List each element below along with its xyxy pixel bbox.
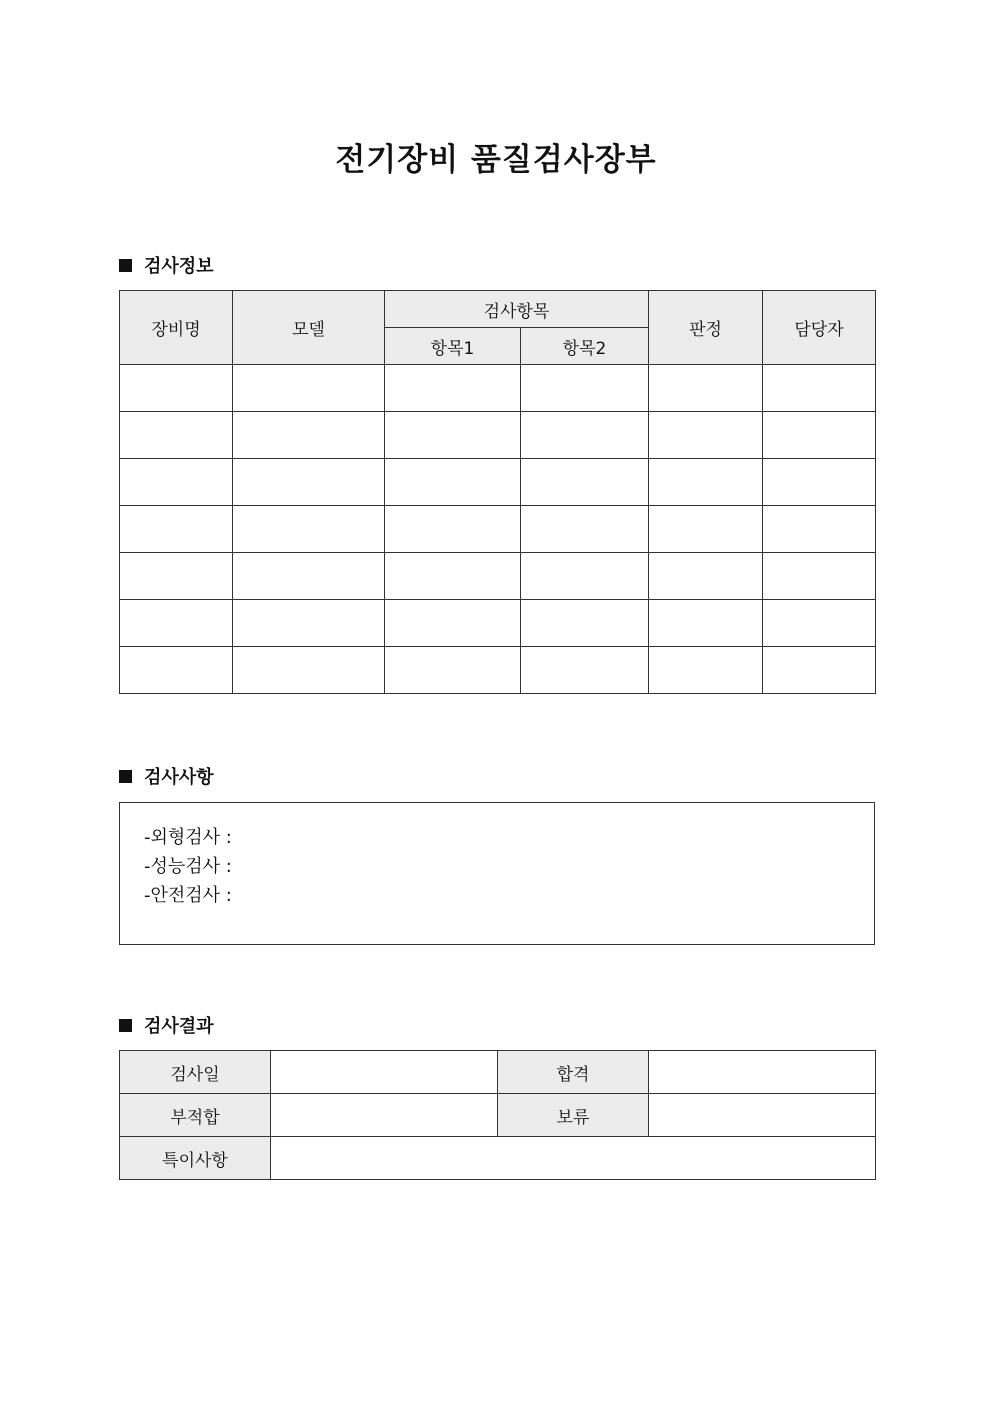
table-row (120, 600, 876, 647)
cell-item2[interactable] (521, 553, 649, 600)
value-nonconforming[interactable] (271, 1094, 498, 1137)
cell-equipment-name[interactable] (120, 506, 233, 553)
note-line-performance: -성능검사 : (144, 856, 232, 877)
inspection-notes-box[interactable] (119, 802, 875, 945)
cell-equipment-name[interactable] (120, 600, 233, 647)
table-row (120, 365, 876, 412)
cell-item2[interactable] (521, 647, 649, 694)
cell-manager[interactable] (763, 459, 876, 506)
cell-model[interactable] (233, 506, 385, 553)
table-row (120, 506, 876, 553)
cell-item1[interactable] (385, 553, 521, 600)
cell-model[interactable] (233, 600, 385, 647)
cell-model[interactable] (233, 365, 385, 412)
cell-equipment-name[interactable] (120, 553, 233, 600)
header-judgment: 판정 (649, 291, 763, 365)
label-hold: 보류 (498, 1094, 649, 1137)
cell-manager[interactable] (763, 365, 876, 412)
cell-equipment-name[interactable] (120, 459, 233, 506)
cell-judgment[interactable] (649, 553, 763, 600)
cell-item2[interactable] (521, 600, 649, 647)
square-bullet-icon (119, 1019, 132, 1032)
cell-item2[interactable] (521, 412, 649, 459)
cell-item1[interactable] (385, 365, 521, 412)
cell-item1[interactable] (385, 459, 521, 506)
cell-equipment-name[interactable] (120, 412, 233, 459)
cell-equipment-name[interactable] (120, 365, 233, 412)
cell-model[interactable] (233, 553, 385, 600)
section-heading-info-label: 검사정보 (144, 256, 214, 277)
note-line-appearance: -외형검사 : (144, 827, 232, 848)
value-hold[interactable] (649, 1094, 876, 1137)
document-title: 전기장비 품질검사장부 (335, 142, 657, 178)
cell-judgment[interactable] (649, 506, 763, 553)
section-heading-info (119, 253, 214, 277)
section-heading-notes-label: 검사사항 (144, 767, 214, 788)
cell-item1[interactable] (385, 412, 521, 459)
cell-item1[interactable] (385, 600, 521, 647)
cell-item1[interactable] (385, 647, 521, 694)
cell-manager[interactable] (763, 412, 876, 459)
header-item2: 항목2 (521, 328, 649, 365)
section-heading-result (119, 1013, 214, 1037)
cell-manager[interactable] (763, 506, 876, 553)
label-inspection-date: 검사일 (120, 1051, 271, 1094)
inspection-info-table (119, 290, 876, 694)
section-heading-notes (119, 764, 214, 788)
cell-manager[interactable] (763, 600, 876, 647)
square-bullet-icon (119, 259, 132, 272)
cell-judgment[interactable] (649, 412, 763, 459)
cell-item1[interactable] (385, 506, 521, 553)
header-model: 모델 (233, 291, 385, 365)
cell-manager[interactable] (763, 647, 876, 694)
cell-item2[interactable] (521, 506, 649, 553)
header-manager: 담당자 (763, 291, 876, 365)
cell-model[interactable] (233, 412, 385, 459)
cell-judgment[interactable] (649, 600, 763, 647)
table-row (120, 553, 876, 600)
header-item1: 항목1 (385, 328, 521, 365)
section-heading-result-label: 검사결과 (144, 1016, 214, 1037)
cell-judgment[interactable] (649, 365, 763, 412)
value-pass[interactable] (649, 1051, 876, 1094)
table-row (120, 412, 876, 459)
cell-item2[interactable] (521, 459, 649, 506)
cell-judgment[interactable] (649, 647, 763, 694)
value-inspection-date[interactable] (271, 1051, 498, 1094)
table-row (120, 459, 876, 506)
value-remarks[interactable] (271, 1137, 876, 1180)
note-line-safety: -안전검사 : (144, 885, 232, 906)
label-pass: 합격 (498, 1051, 649, 1094)
label-remarks: 특이사항 (120, 1137, 271, 1180)
cell-judgment[interactable] (649, 459, 763, 506)
inspection-result-table (119, 1050, 876, 1180)
cell-model[interactable] (233, 459, 385, 506)
cell-equipment-name[interactable] (120, 647, 233, 694)
square-bullet-icon (119, 770, 132, 783)
cell-manager[interactable] (763, 553, 876, 600)
table-row (120, 647, 876, 694)
header-equipment-name: 장비명 (120, 291, 233, 365)
header-inspection-items: 검사항목 (385, 291, 649, 328)
label-nonconforming: 부적합 (120, 1094, 271, 1137)
cell-model[interactable] (233, 647, 385, 694)
cell-item2[interactable] (521, 365, 649, 412)
